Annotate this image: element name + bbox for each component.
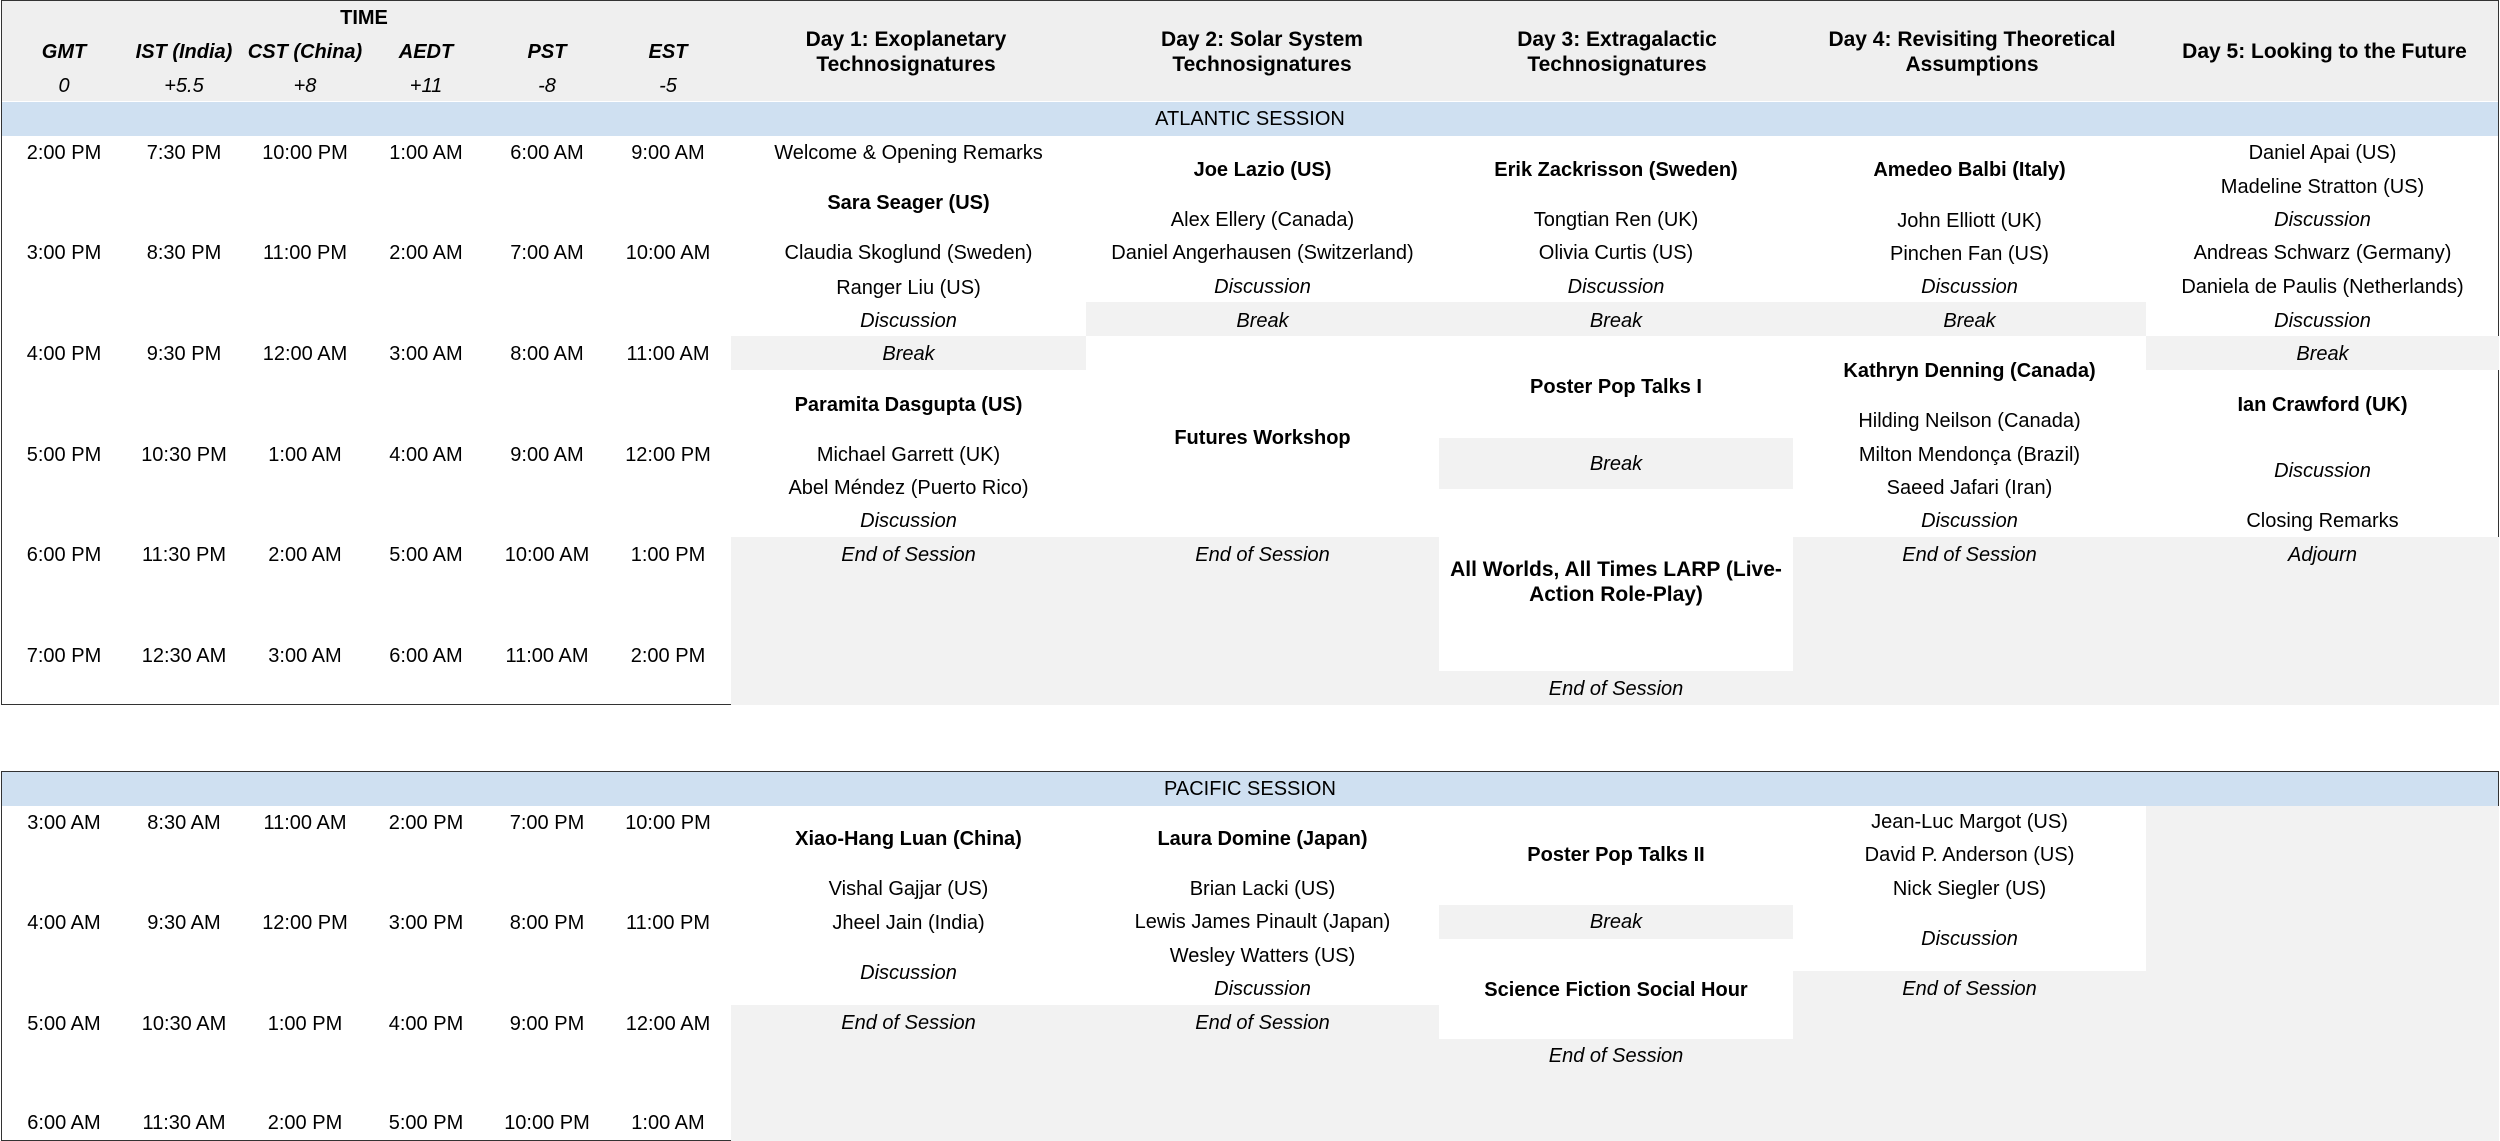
speaker-item: Tongtian Ren (UK) xyxy=(1533,209,1699,231)
adjourn-item: Adjourn xyxy=(2288,544,2357,566)
break-item: Break xyxy=(1589,911,1643,933)
discussion-item: Discussion xyxy=(1921,276,2018,298)
time-cell: 11:00 AM xyxy=(263,812,347,834)
day4-header: Day 4: Revisiting Theoretical Assumptions xyxy=(1828,28,2116,76)
workshop-item: Futures Workshop xyxy=(1174,427,1351,449)
time-cell: 2:00 PM xyxy=(388,812,464,834)
zone-gmt: GMT xyxy=(41,41,87,63)
time-cell: 8:00 AM xyxy=(510,343,584,365)
zone-cst: CST (China) xyxy=(247,41,363,63)
time-cell: 11:00 PM xyxy=(625,912,711,934)
time-cell: 10:30 AM xyxy=(141,1013,227,1035)
speaker-item: Jean-Luc Margot (US) xyxy=(1871,811,2068,833)
time-cell: 7:30 PM xyxy=(146,142,222,164)
time-cell: 6:00 AM xyxy=(27,1112,101,1134)
speaker-item: John Elliott (UK) xyxy=(1897,210,2042,232)
speaker-item: Laura Domine (Japan) xyxy=(1157,828,1368,850)
larp-item: All Worlds, All Times LARP (Live-Action Role-Play) xyxy=(1450,558,1782,606)
end-of-session: End of Session xyxy=(1902,978,2037,1000)
poster-talks-item: Poster Pop Talks II xyxy=(1527,844,1705,866)
zone-offset: +11 xyxy=(409,75,443,97)
speaker-item: Andreas Schwarz (Germany) xyxy=(2193,242,2452,264)
time-cell: 3:00 AM xyxy=(268,645,342,667)
speaker-item: Lewis James Pinault (Japan) xyxy=(1134,911,1391,933)
time-cell: 4:00 AM xyxy=(389,444,463,466)
speaker-item: Jheel Jain (India) xyxy=(832,912,985,934)
time-cell: 1:00 PM xyxy=(630,544,706,566)
time-cell: 10:30 PM xyxy=(141,444,227,466)
day1-header: Day 1: Exoplanetary Technosignatures xyxy=(805,28,1007,76)
speaker-item: Saeed Jafari (Iran) xyxy=(1886,477,2053,499)
speaker-item: Milton Mendonça (Brazil) xyxy=(1858,444,2081,466)
time-cell: 11:00 AM xyxy=(626,343,710,365)
speaker-item: Nick Siegler (US) xyxy=(1892,878,2047,900)
time-cell: 6:00 PM xyxy=(26,544,102,566)
time-cell: 1:00 AM xyxy=(389,142,463,164)
break-item: Break xyxy=(1589,310,1643,332)
speaker-item: Olivia Curtis (US) xyxy=(1538,242,1694,264)
time-header: TIME xyxy=(340,7,388,29)
speaker-item: Alex Ellery (Canada) xyxy=(1170,209,1355,231)
time-cell: 5:00 AM xyxy=(389,544,463,566)
discussion-item: Discussion xyxy=(1214,978,1311,1000)
zone-pst: PST xyxy=(527,41,567,63)
speaker-item: Erik Zackrisson (Sweden) xyxy=(1494,159,1738,181)
time-cell: 5:00 PM xyxy=(26,444,102,466)
time-cell: 10:00 AM xyxy=(625,242,711,264)
end-of-session: End of Session xyxy=(1195,1012,1330,1034)
time-cell: 6:00 AM xyxy=(510,142,584,164)
time-cell: 2:00 PM xyxy=(267,1112,343,1134)
speaker-item: Brian Lacki (US) xyxy=(1189,878,1336,900)
speaker-item: Abel Méndez (Puerto Rico) xyxy=(788,477,1029,499)
discussion-item: Discussion xyxy=(2274,209,2371,231)
break-item: Break xyxy=(1943,310,1996,332)
time-cell: 12:00 AM xyxy=(625,1013,711,1035)
atlantic-schedule-table xyxy=(1,0,2499,705)
speaker-item: Xiao-Hang Luan (China) xyxy=(795,828,1022,850)
time-cell: 7:00 AM xyxy=(510,242,584,264)
session-band: ATLANTIC SESSION xyxy=(2,102,2498,136)
time-cell: 11:30 AM xyxy=(142,1112,226,1134)
discussion-item: Discussion xyxy=(2274,310,2371,332)
social-hour-item: Science Fiction Social Hour xyxy=(1484,979,1748,1001)
time-cell: 5:00 PM xyxy=(388,1112,464,1134)
time-cell: 9:30 PM xyxy=(146,343,222,365)
day3-header: Day 3: Extragalactic Technosignatures xyxy=(1517,28,1717,76)
break-item: Break xyxy=(1236,310,1289,332)
speaker-item: Ranger Liu (US) xyxy=(836,277,981,299)
time-cell: 7:00 PM xyxy=(26,645,102,667)
speaker-item: Claudia Skoglund (Sweden) xyxy=(784,242,1033,264)
time-cell: 3:00 AM xyxy=(27,812,101,834)
discussion-item: Discussion xyxy=(1921,510,2018,532)
break-item: Break xyxy=(2296,343,2349,365)
zone-ist: IST (India) xyxy=(135,41,233,63)
speaker-item: Daniel Angerhausen (Switzerland) xyxy=(1111,242,1414,264)
time-cell: 6:00 AM xyxy=(389,645,463,667)
zone-offset: -5 xyxy=(659,75,677,97)
break-item: Break xyxy=(882,343,935,365)
discussion-item: Discussion xyxy=(1214,276,1311,298)
speaker-item: Kathryn Denning (Canada) xyxy=(1843,360,2096,382)
time-cell: 11:30 PM xyxy=(141,544,227,566)
time-cell: 2:00 PM xyxy=(630,645,706,667)
time-cell: 3:00 AM xyxy=(389,343,463,365)
break-item: Break xyxy=(1589,453,1643,475)
end-of-session: End of Session xyxy=(1195,544,1330,566)
time-cell: 4:00 PM xyxy=(388,1013,464,1035)
speaker-item: Madeline Stratton (US) xyxy=(2220,176,2425,198)
time-cell: 4:00 PM xyxy=(26,343,102,365)
time-cell: 10:00 PM xyxy=(625,812,711,834)
speaker-item: Michael Garrett (UK) xyxy=(816,444,1001,466)
time-cell: 2:00 AM xyxy=(268,544,342,566)
end-of-session: End of Session xyxy=(841,1012,976,1034)
zone-offset: -8 xyxy=(538,75,556,97)
time-cell: 10:00 PM xyxy=(504,1112,590,1134)
end-of-session: End of Session xyxy=(1902,544,2037,566)
time-cell: 2:00 PM xyxy=(26,142,102,164)
time-cell: 9:00 AM xyxy=(631,142,705,164)
time-cell: 12:00 PM xyxy=(262,912,348,934)
end-of-session: End of Session xyxy=(1548,678,1684,700)
time-cell: 9:00 AM xyxy=(510,444,584,466)
speaker-item: Daniela de Paulis (Netherlands) xyxy=(2181,276,2464,298)
speaker-item: Pinchen Fan (US) xyxy=(1890,243,2049,265)
time-cell: 1:00 PM xyxy=(267,1013,343,1035)
time-cell: 7:00 PM xyxy=(509,812,585,834)
time-cell: 1:00 AM xyxy=(268,444,342,466)
speaker-item: Paramita Dasgupta (US) xyxy=(794,394,1023,416)
event-item: Welcome & Opening Remarks xyxy=(774,142,1043,164)
zone-offset: +5.5 xyxy=(164,75,204,97)
time-cell: 12:00 AM xyxy=(262,343,348,365)
time-cell: 11:00 AM xyxy=(505,645,589,667)
time-cell: 12:00 PM xyxy=(625,444,711,466)
speaker-item: Vishal Gajjar (US) xyxy=(828,878,989,900)
zone-est: EST xyxy=(648,41,688,63)
empty-area xyxy=(2146,806,2499,1141)
speaker-item: David P. Anderson (US) xyxy=(1864,844,2075,866)
time-cell: 12:30 AM xyxy=(141,645,227,667)
time-cell: 8:00 PM xyxy=(509,912,585,934)
speaker-item: Amedeo Balbi (Italy) xyxy=(1873,159,2066,181)
end-of-session: End of Session xyxy=(841,544,976,566)
time-cell: 1:00 AM xyxy=(631,1112,705,1134)
pacific-schedule-table xyxy=(1,771,2499,1141)
discussion-item: Discussion xyxy=(1921,928,2018,950)
day5-header: Day 5: Looking to the Future xyxy=(2182,40,2467,63)
end-of-session: End of Session xyxy=(1548,1045,1684,1067)
speaker-item: Daniel Apai (US) xyxy=(2248,142,2397,164)
discussion-item: Discussion xyxy=(860,962,957,984)
poster-talks-item: Poster Pop Talks I xyxy=(1530,376,1702,398)
zone-aedt: AEDT xyxy=(398,41,454,63)
time-cell: 9:00 PM xyxy=(509,1013,585,1035)
time-cell: 3:00 PM xyxy=(388,912,464,934)
time-cell: 4:00 AM xyxy=(27,912,101,934)
time-cell: 2:00 AM xyxy=(389,242,463,264)
speaker-item: Sara Seager (US) xyxy=(827,192,990,214)
discussion-item: Discussion xyxy=(1567,276,1665,298)
speaker-item: Joe Lazio (US) xyxy=(1193,159,1332,181)
discussion-item: Discussion xyxy=(860,510,957,532)
time-cell: 8:30 PM xyxy=(146,242,222,264)
closing-remarks-item: Closing Remarks xyxy=(2246,510,2399,532)
time-cell: 9:30 AM xyxy=(147,912,221,934)
session-band: PACIFIC SESSION xyxy=(2,772,2498,806)
time-cell: 10:00 PM xyxy=(262,142,348,164)
speaker-item: Wesley Watters (US) xyxy=(1169,945,1356,967)
time-cell: 8:30 AM xyxy=(147,812,221,834)
discussion-item: Discussion xyxy=(860,310,957,332)
zone-offset: 0 xyxy=(58,75,70,97)
day2-header: Day 2: Solar System Technosignatures xyxy=(1161,28,1363,76)
time-cell: 3:00 PM xyxy=(26,242,102,264)
zone-offset: +8 xyxy=(293,75,317,97)
discussion-item: Discussion xyxy=(2274,460,2371,482)
speaker-item: Ian Crawford (UK) xyxy=(2237,394,2408,416)
time-cell: 10:00 AM xyxy=(504,544,590,566)
time-cell: 11:00 PM xyxy=(262,242,348,264)
time-cell: 5:00 AM xyxy=(27,1013,101,1035)
speaker-item: Hilding Neilson (Canada) xyxy=(1858,410,2081,432)
